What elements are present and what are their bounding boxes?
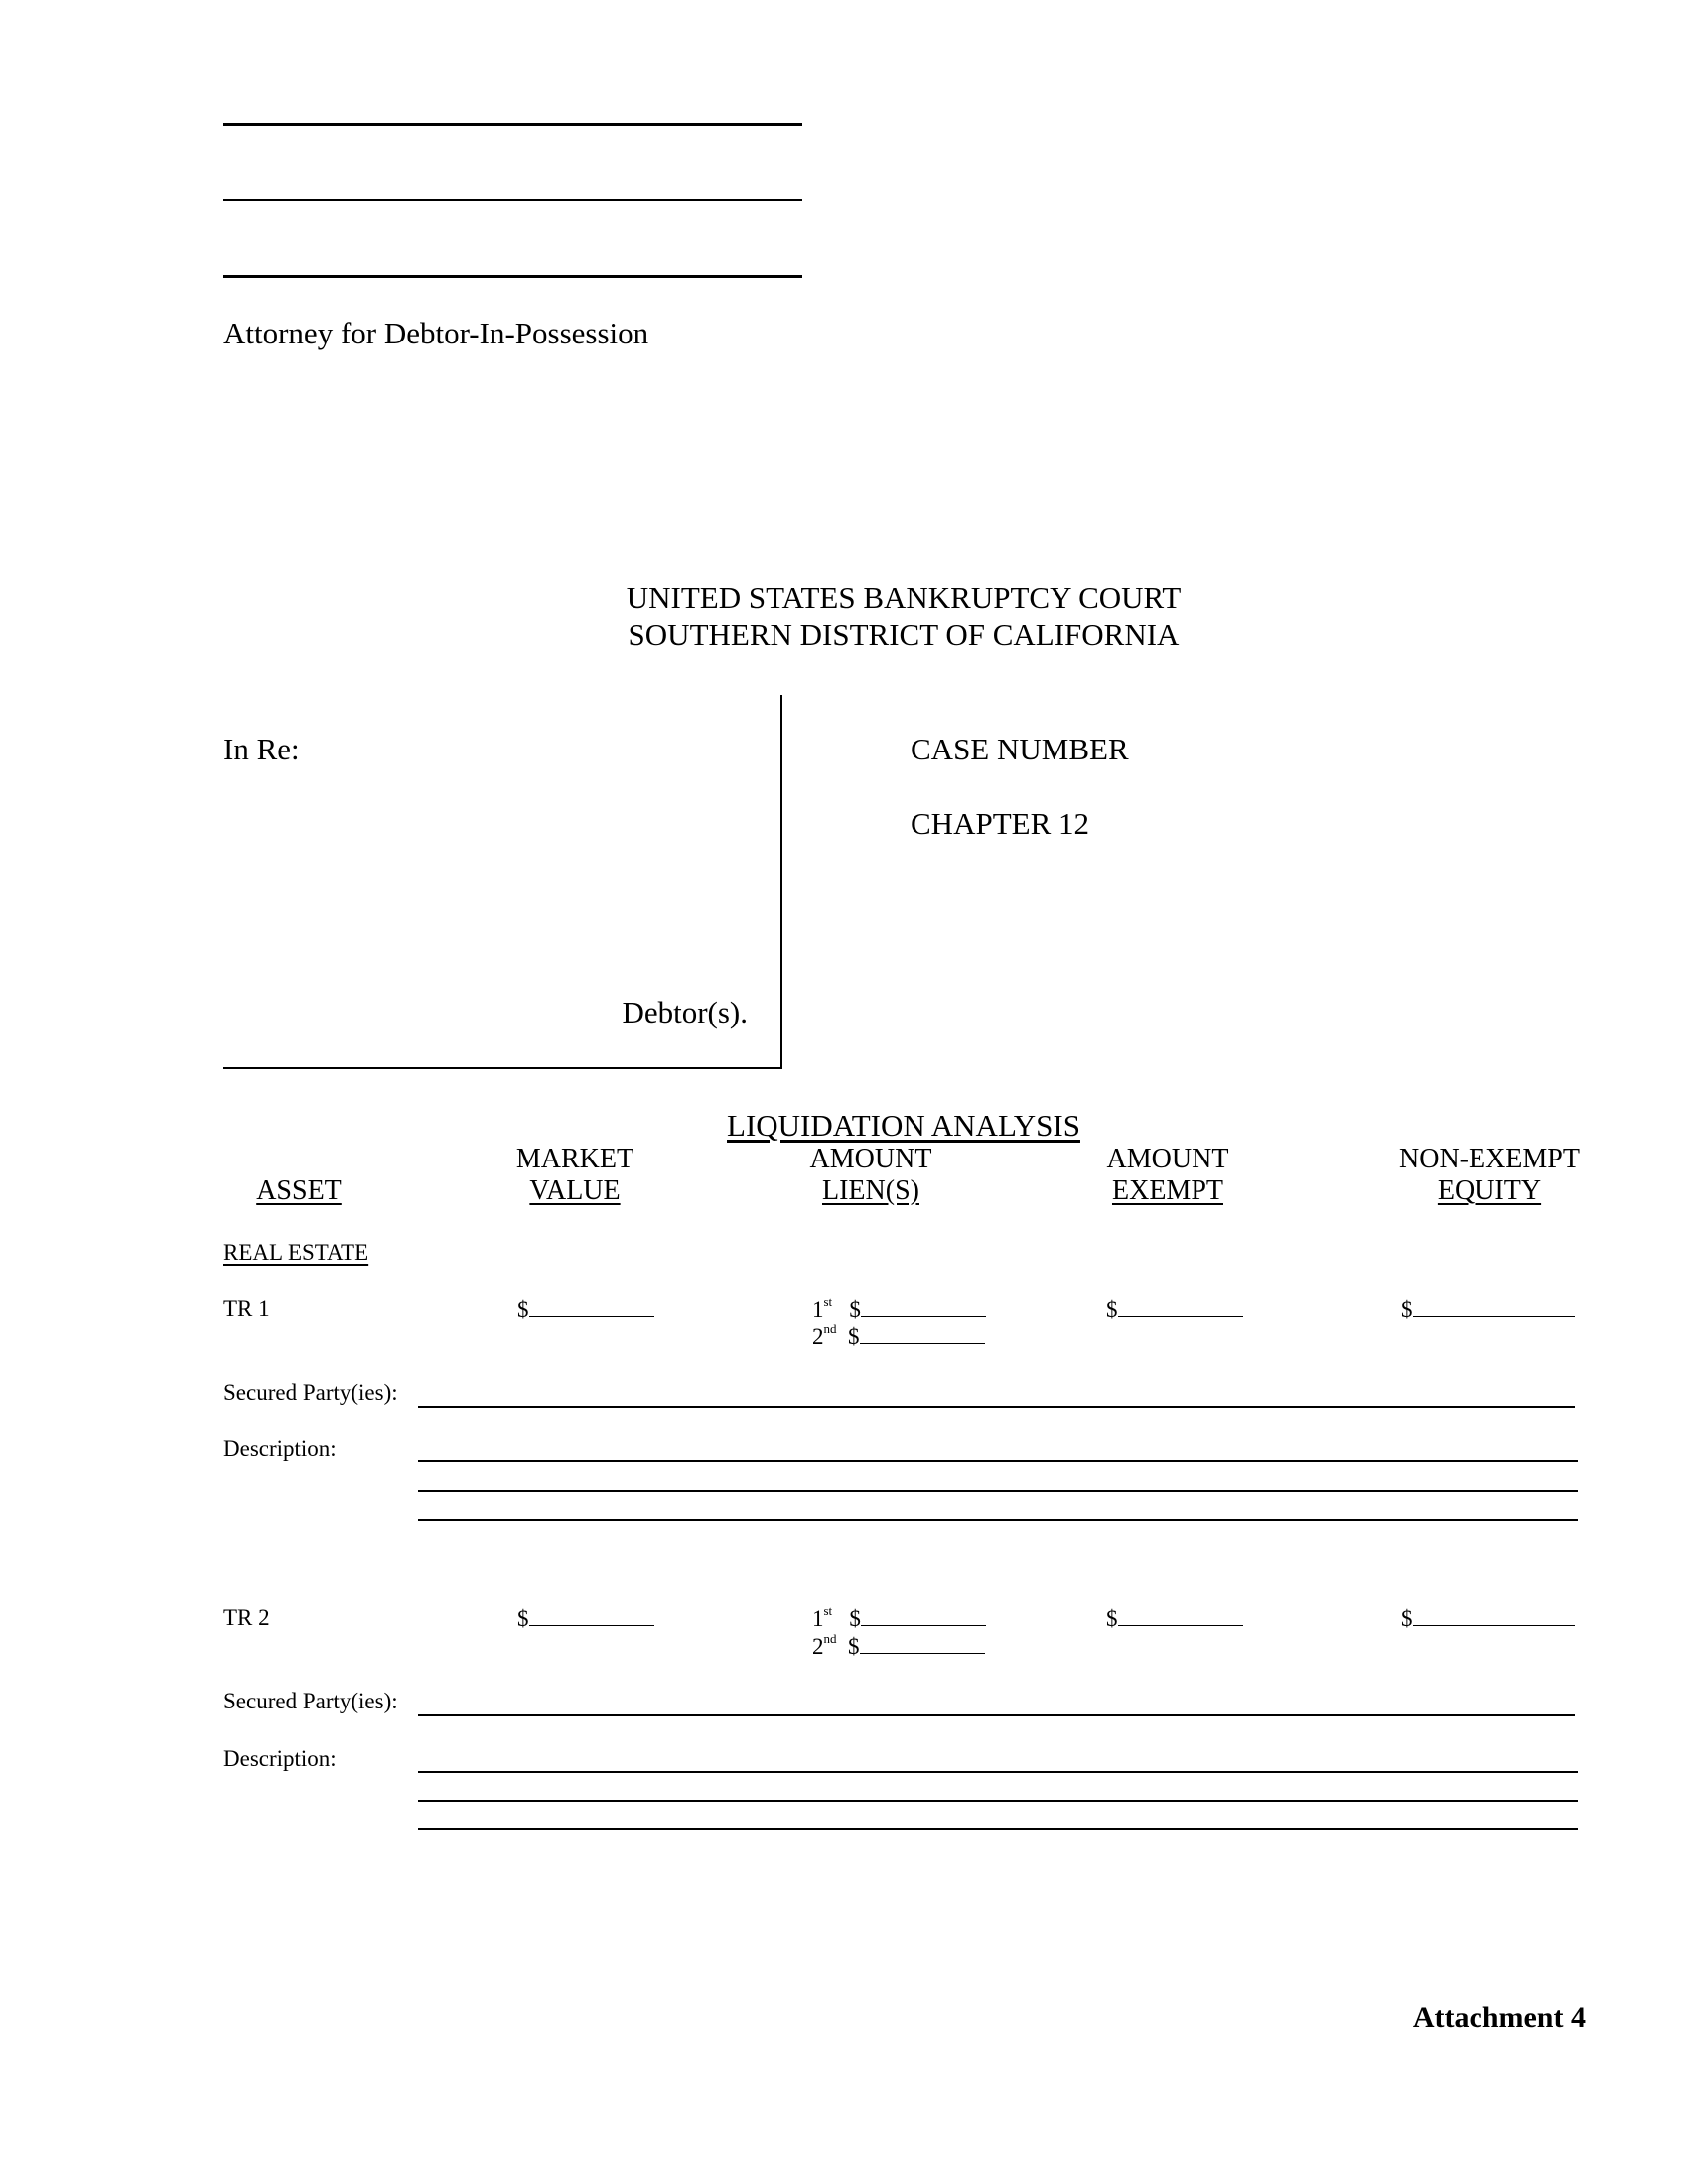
column-header-non-exempt-equity: NON-EXEMPT EQUITY [1399, 1144, 1580, 1206]
tract-2-secured-party-line[interactable] [418, 1714, 1575, 1716]
tract-2-description-line-1[interactable] [418, 1771, 1578, 1773]
tract-1-equity-field[interactable]: $ [1401, 1297, 1575, 1323]
attorney-label: Attorney for Debtor-In-Possession [223, 316, 649, 350]
tract-2-label: TR 2 [223, 1605, 270, 1630]
tract-1-description-line-3[interactable] [418, 1519, 1578, 1521]
attorney-signature-line-3[interactable] [223, 275, 802, 278]
tract-2-secured-party-label: Secured Party(ies): [223, 1689, 398, 1713]
case-number-label[interactable]: CASE NUMBER [911, 732, 1129, 766]
column-header-amount-exempt: AMOUNT EXEMPT [1106, 1144, 1229, 1206]
column-header-amount-liens: AMOUNT LIEN(S) [809, 1144, 932, 1206]
tract-1-second-lien-field[interactable]: 2nd $ [812, 1323, 985, 1350]
attorney-signature-line-1[interactable] [223, 123, 802, 126]
tract-2-second-lien-field[interactable]: 2nd $ [812, 1633, 985, 1660]
tract-1-secured-party-line[interactable] [418, 1406, 1575, 1408]
tract-2-description-label: Description: [223, 1746, 337, 1771]
court-title-line-1: UNITED STATES BANKRUPTCY COURT [626, 580, 1182, 614]
tract-2-first-lien-field[interactable]: 1st $ [812, 1605, 986, 1632]
tract-2-amount-exempt-field[interactable]: $ [1106, 1605, 1243, 1632]
column-header-asset: ASSET [256, 1175, 342, 1206]
tract-2-market-value-field[interactable]: $ [517, 1605, 654, 1632]
column-header-market-value: MARKET VALUE [515, 1144, 634, 1206]
tract-2-description-line-3[interactable] [418, 1828, 1578, 1830]
chapter-label: CHAPTER 12 [911, 806, 1089, 841]
tract-1-amount-exempt-field[interactable]: $ [1106, 1297, 1243, 1323]
in-re-label: In Re: [223, 732, 300, 766]
tract-1-first-lien-field[interactable]: 1st $ [812, 1297, 986, 1323]
tract-1-description-line-1[interactable] [418, 1460, 1578, 1462]
tract-1-secured-party-label: Secured Party(ies): [223, 1380, 398, 1405]
tract-1-label: TR 1 [223, 1297, 270, 1321]
liquidation-analysis-title: LIQUIDATION ANALYSIS [727, 1108, 1080, 1143]
caption-vertical-divider [780, 695, 782, 1069]
tract-1-market-value-field[interactable]: $ [517, 1297, 654, 1323]
attachment-label: Attachment 4 [1412, 2001, 1586, 2034]
attorney-signature-line-2[interactable] [223, 199, 802, 201]
tract-1-description-label: Description: [223, 1436, 337, 1461]
tract-2-description-line-2[interactable] [418, 1800, 1578, 1802]
real-estate-section-label: REAL ESTATE [223, 1240, 369, 1265]
debtor-label: Debtor(s). [622, 995, 748, 1029]
tract-2-equity-field[interactable]: $ [1401, 1605, 1575, 1632]
court-title-line-2: SOUTHERN DISTRICT OF CALIFORNIA [628, 617, 1180, 652]
tract-1-description-line-2[interactable] [418, 1490, 1578, 1492]
caption-bottom-rule [223, 1067, 782, 1069]
